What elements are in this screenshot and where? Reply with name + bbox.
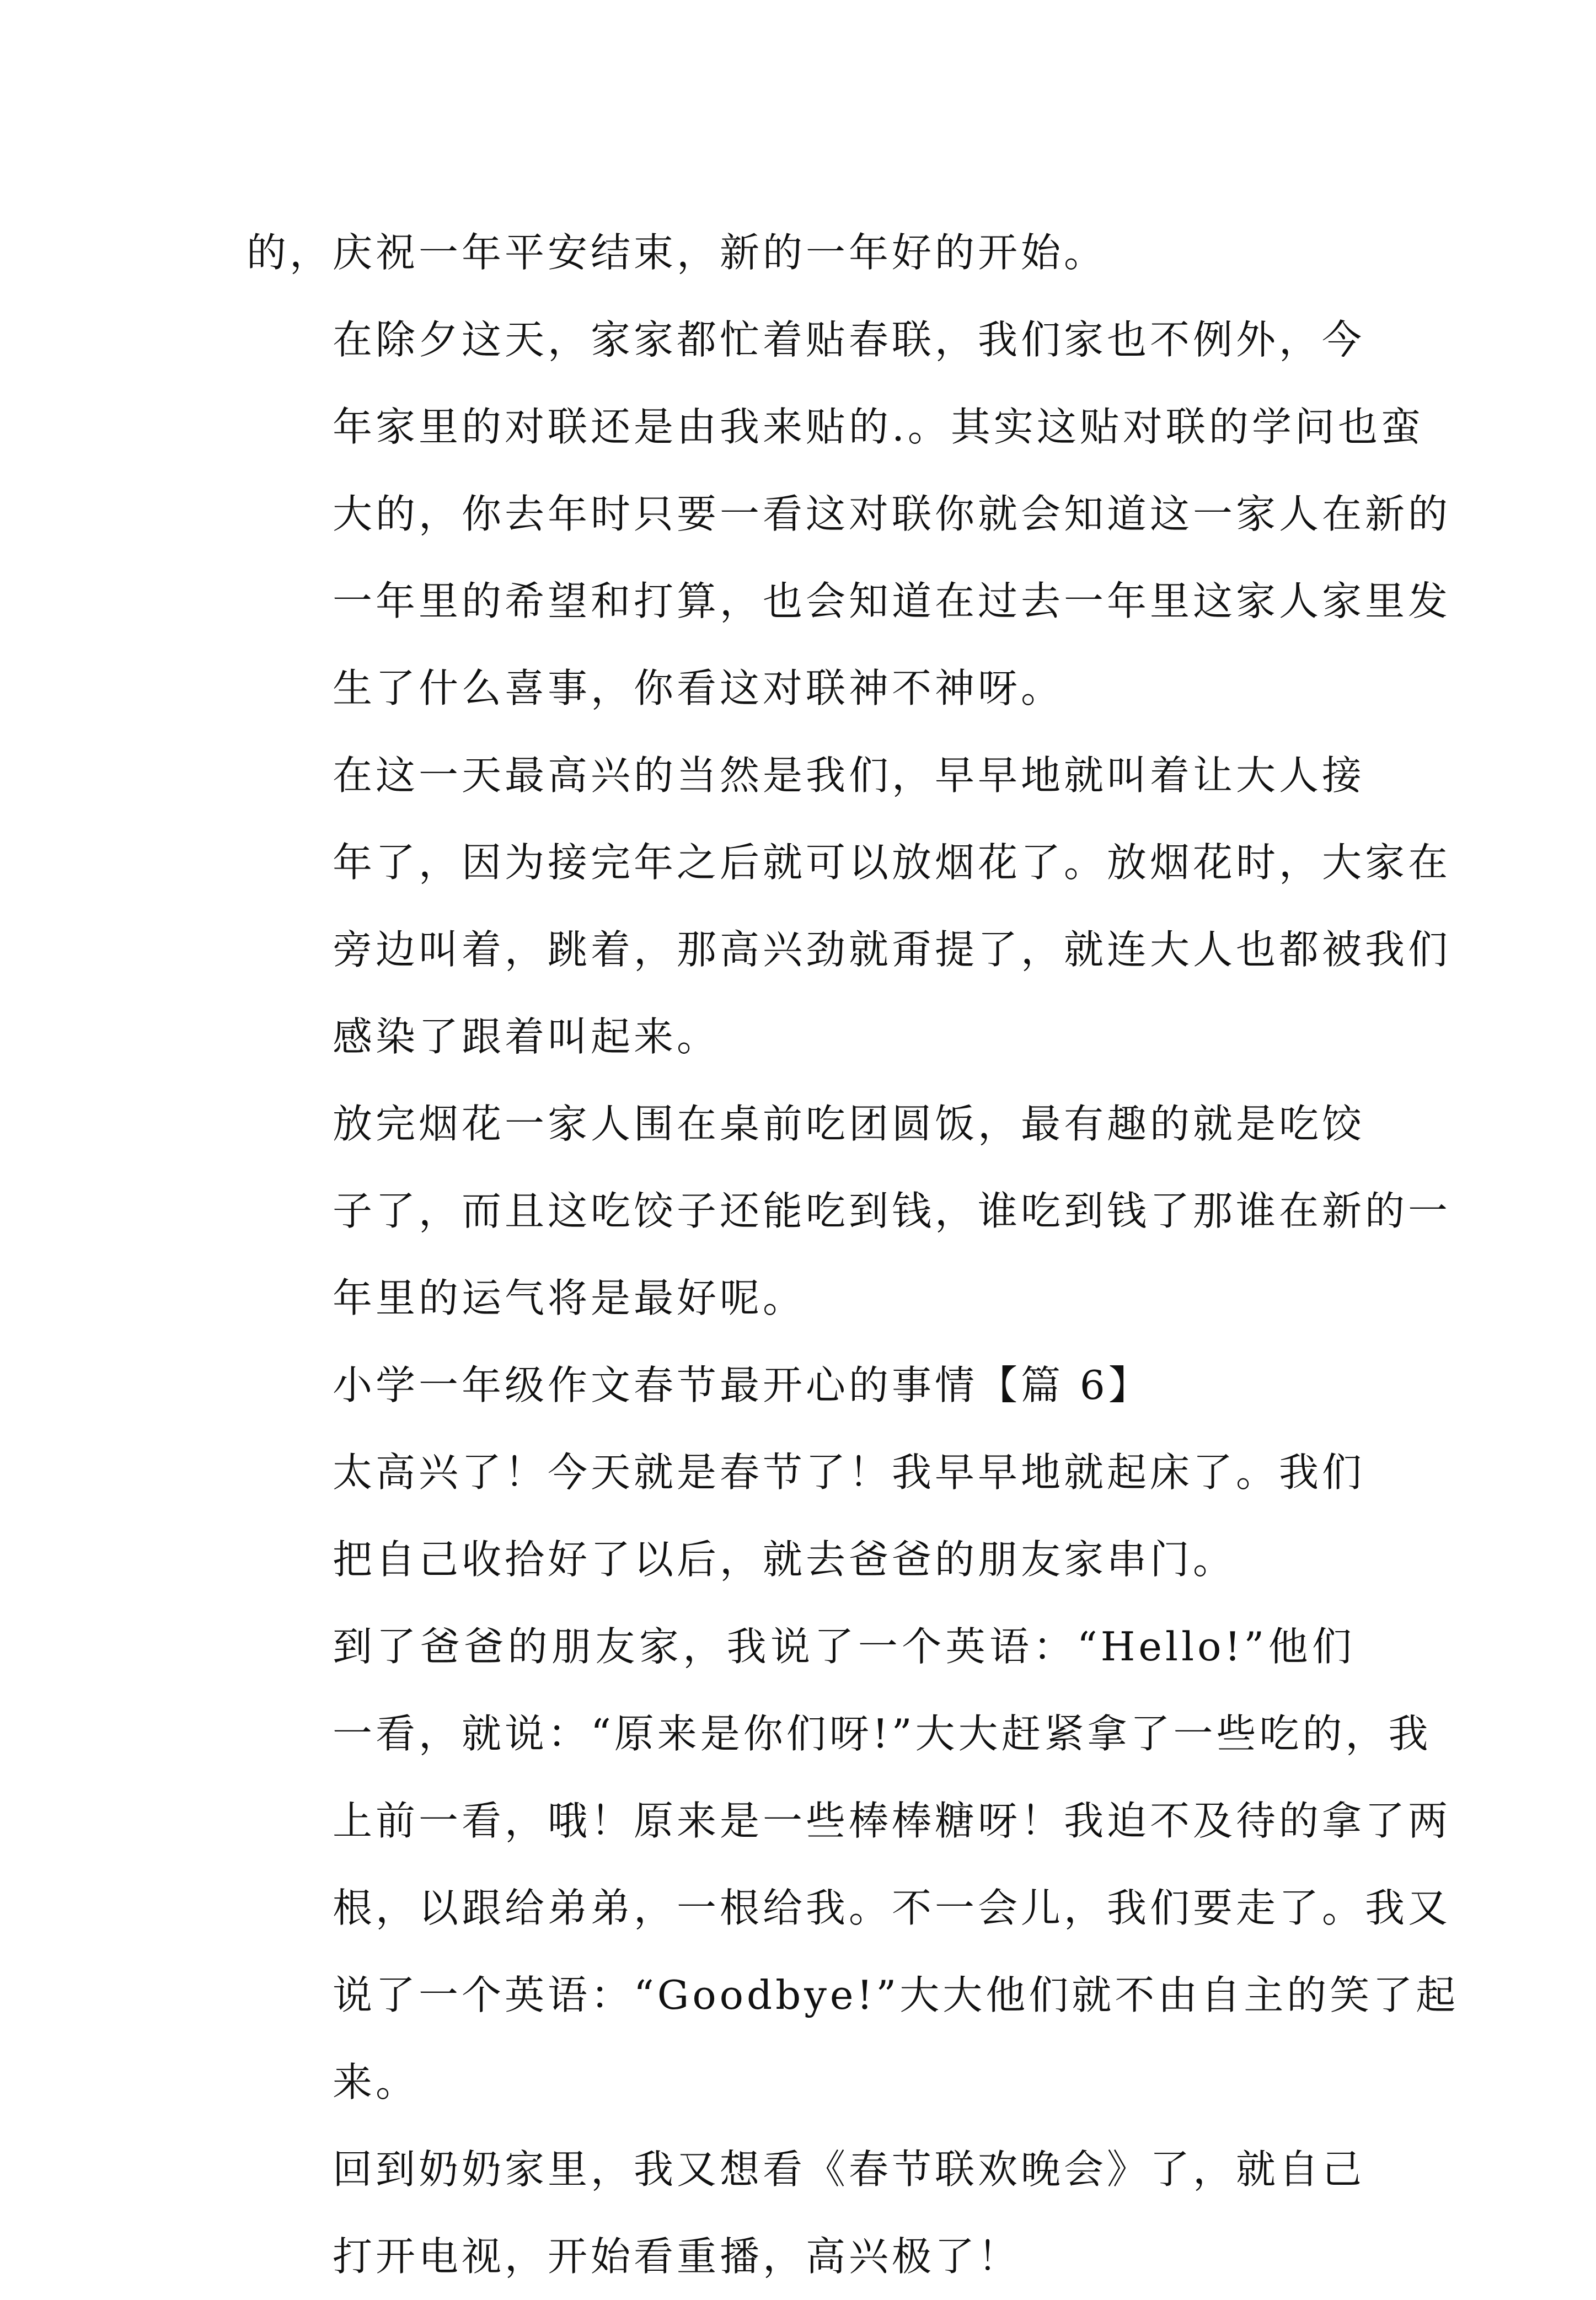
paragraph: [247, 1080, 1452, 1342]
text-line: 感染了跟着叫起来。: [333, 1014, 720, 1060]
text-line: 年了，因为接完年之后就可以放烟花了。放烟花时，大家在: [333, 839, 1452, 886]
text-line: 放完烟花一家人围在桌前吃团圆饭，最有趣的就是吃饺: [333, 1101, 1365, 1147]
text-line: 年里的运气将是最好呢。: [333, 1275, 806, 1321]
text-line: 说了一个英语：“Goodbye!”大大他们就不由自主的笑了起: [333, 1972, 1459, 2018]
document-body: [247, 209, 1459, 2300]
text-line: 在除夕这天，家家都忙着贴春联，我们家也不例外，今: [333, 317, 1365, 363]
text-line: 子了，而且这吃饺子还能吃到钱，谁吃到钱了那谁在新的一: [333, 1188, 1452, 1234]
text-line: 旁边叫着，跳着，那高兴劲就甭提了，就连大人也都被我们: [333, 926, 1452, 973]
heading-text: 小学一年级作文春节最开心的事情【篇 6】: [333, 1362, 1152, 1408]
text-line: 打开电视，开始看重播，高兴极了！: [333, 2233, 1021, 2280]
text-line: 一年里的希望和打算，也会知道在过去一年里这家人家里发: [333, 578, 1452, 624]
text-line: 把自己收拾好了以后，就去爸爸的朋友家串门。: [333, 1536, 1236, 1583]
text-line: 生了什么喜事，你看这对联神不神呀。: [333, 665, 1064, 711]
text-line: 在这一天最高兴的当然是我们，早早地就叫着让大人接: [333, 752, 1365, 798]
text-line: 太高兴了！今天就是春节了！我早早地就起床了。我们: [333, 1449, 1365, 1495]
text-line: 来。: [333, 2059, 419, 2105]
text-line: 到了爸爸的朋友家，我说了一个英语：“Hello!”他们: [333, 1623, 1355, 1670]
paragraph: [247, 732, 1452, 1080]
text-line: 上前一看，哦！原来是一些棒棒糖呀！我迫不及待的拿了两: [333, 1798, 1452, 1844]
paragraph: [247, 2126, 1365, 2300]
section-heading: [247, 1342, 1355, 1429]
paragraph: [247, 209, 1355, 296]
paragraph: [247, 296, 1452, 732]
text-line: 一看，就说：“原来是你们呀!”大大赶紧拿了一些吃的，我: [333, 1711, 1432, 1757]
text-line: 回到奶奶家里，我又想看《春节联欢晚会》了，就自己: [333, 2146, 1365, 2192]
text-line: 大的，你去年时只要一看这对联你就会知道这一家人在新的: [333, 491, 1452, 537]
paragraph: [247, 1603, 1459, 2126]
text-line: 的，庆祝一年平安结束，新的一年好的开始。: [247, 229, 1107, 276]
text-line: 根，以跟给弟弟，一根给我。不一会儿，我们要走了。我又: [333, 1885, 1452, 1931]
text-line: 年家里的对联还是由我来贴的.。其实这贴对联的学问也蛮: [333, 404, 1424, 450]
paragraph: [247, 1429, 1365, 1603]
